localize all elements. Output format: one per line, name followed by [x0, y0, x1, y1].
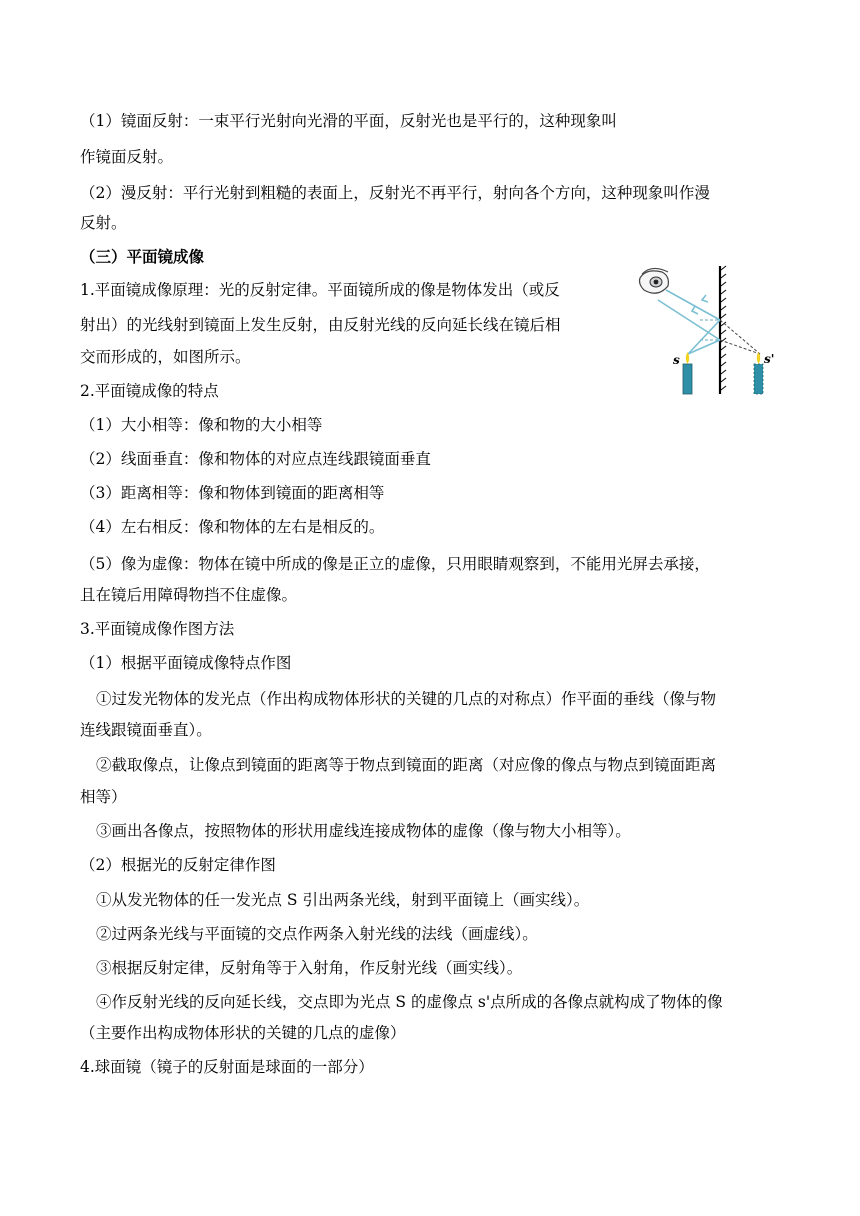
- text-line: 连线跟镜面垂直）。: [80, 721, 212, 739]
- text-line: ①过发光物体的发光点（作出构成物体形状的关键的几点的对称点）作平面的垂线（像与物: [96, 690, 717, 708]
- text-line: 相等）: [80, 788, 127, 806]
- text-line: （2）根据光的反射定律作图: [80, 856, 276, 874]
- candle-object: [683, 352, 692, 394]
- text-line: ③画出各像点，按照物体的形状用虚线连接成物体的虚像（像与物大小相等）。: [96, 822, 631, 840]
- text-line: 交而形成的，如图所示。: [80, 348, 251, 366]
- text-line: 且在镜后用障碍物挡不住虚像。: [80, 586, 298, 604]
- text-line: （主要作出构成物体形状的关键的几点的虚像）: [80, 1024, 406, 1042]
- text-line: ①从发光物体的任一发光点 S 引出两条光线，射到平面镜上（画实线）。: [96, 891, 590, 909]
- plane-mirror-diagram: [636, 262, 786, 400]
- text-line: ②截取像点，让像点到镜面的距离等于物点到镜面的距离（对应像的像点与物点到镜面距离: [96, 756, 717, 774]
- text-line: （5）像为虚像：物体在镜中所成的像是正立的虚像，只用眼睛观察到，不能用光屏去承接，: [80, 555, 710, 573]
- text-line: 作镜面反射。: [80, 148, 174, 166]
- text-line: 1.平面镜成像原理：光的反射定律。平面镜所成的像是物体发出（或反: [80, 281, 560, 299]
- light-rays: [658, 290, 720, 354]
- text-line: （1）根据平面镜成像特点作图: [80, 654, 292, 672]
- subheading: 3.平面镜成像作图方法: [80, 620, 235, 638]
- text-line: 射出）的光线射到镜面上发生反射，由反射光线的反向延长线在镜后相: [80, 316, 561, 334]
- virtual-ray-extensions: [720, 320, 760, 354]
- text-line: ③根据反射定律，反射角等于入射角，作反射光线（画实线）。: [96, 959, 523, 977]
- text-line: （1）大小相等：像和物的大小相等: [80, 416, 323, 434]
- text-line: （2）线面垂直：像和物体的对应点连线跟镜面垂直: [80, 450, 431, 468]
- eye-icon: [640, 268, 669, 293]
- section-heading: （三）平面镜成像: [80, 247, 205, 266]
- candle-virtual-image: [754, 352, 763, 394]
- subheading: 2.平面镜成像的特点: [80, 382, 219, 400]
- plane-mirror: [720, 266, 726, 394]
- text-line: 反射。: [80, 214, 127, 232]
- label-s: s: [673, 353, 680, 367]
- label-s-prime: s': [764, 352, 775, 366]
- text-line: （1）镜面反射：一束平行光射向光滑的平面，反射光也是平行的，这种现象叫: [80, 112, 617, 130]
- text-line: （2）漫反射：平行光射到粗糙的表面上，反射光不再平行，射向各个方向，这种现象叫作漫: [80, 184, 710, 202]
- text-line: ④作反射光线的反向延长线，交点即为光点 S 的虚像点 s'点所成的各像点就构成了物体的像: [96, 993, 723, 1011]
- subheading: 4.球面镜（镜子的反射面是球面的一部分）: [80, 1058, 374, 1076]
- text-line: （4）左右相反：像和物体的左右是相反的。: [80, 518, 385, 536]
- text-line: ②过两条光线与平面镜的交点作两条入射光线的法线（画虚线）。: [96, 925, 538, 943]
- text-line: （3）距离相等：像和物体到镜面的距离相等: [80, 484, 385, 502]
